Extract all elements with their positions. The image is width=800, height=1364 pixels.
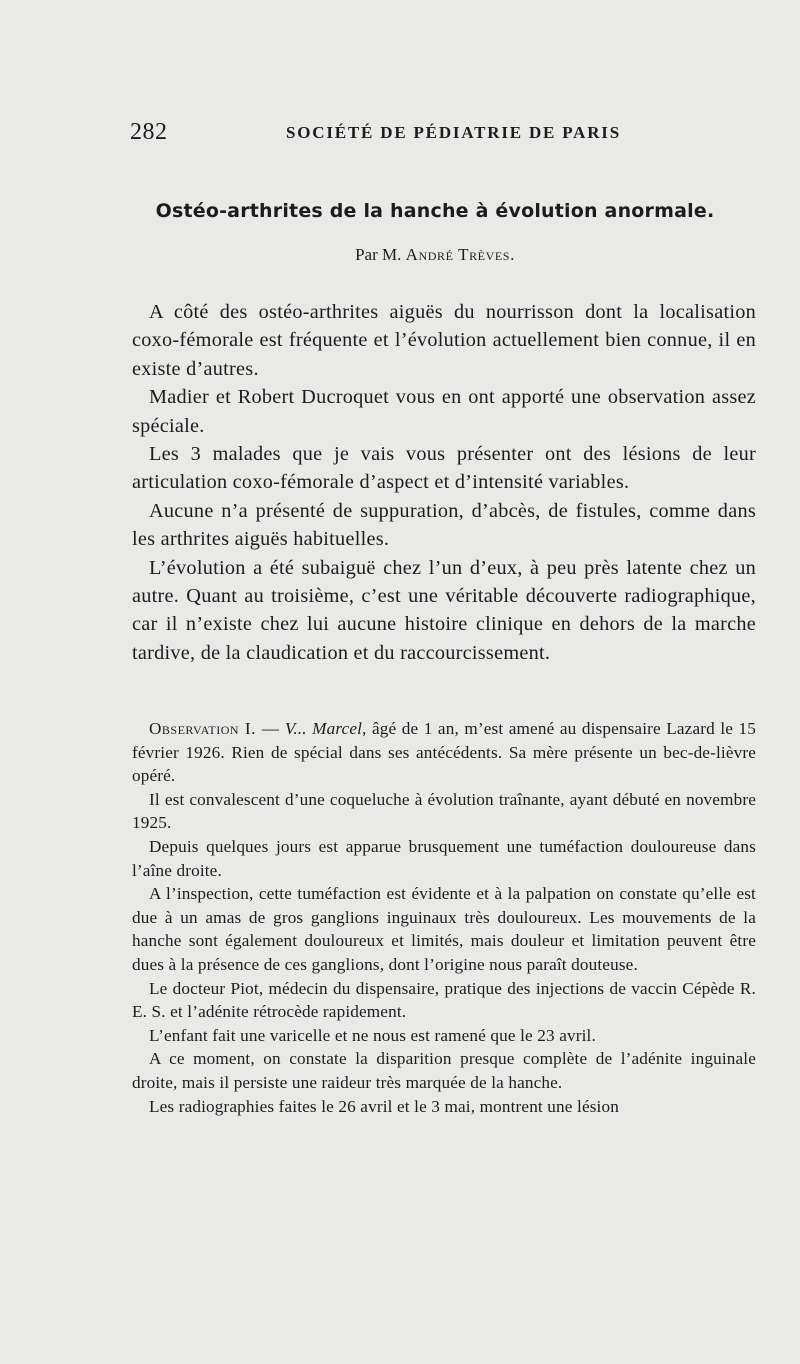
observation-paragraph: L’enfant fait une varicelle et ne nous est ramené que le 23 avril. — [149, 1025, 596, 1045]
author-name: André Trèves. — [405, 245, 515, 264]
observation-paragraph: Depuis quelques jours est apparue brusquement une tuméfaction douloureuse dans l’aîne droite. — [132, 836, 756, 880]
page-number: 282 — [130, 119, 168, 145]
article-body — [132, 298, 756, 667]
body-paragraph: L’évolution a été subaiguë chez l’un d’eux, à peu près latente chez un autre. Quant au troisième, c’est une véritable découverte radiographique, car il n’existe chez lui aucune histoire clinique en dehors de la marche tardive, de la claudication et du raccourcissement. — [132, 556, 756, 664]
running-head — [130, 119, 750, 145]
observation-paragraph: Le docteur Piot, médecin du dispensaire, pratique des injections de vaccin Cépède R. E. S. et l’adénite rétrocède rapidement. — [132, 978, 756, 1022]
article-title: Ostéo-arthrites de la hanche à évolution anormale. — [155, 200, 715, 222]
observation-intro — [132, 717, 756, 788]
body-paragraph: A côté des ostéo-arthrites aiguës du nourrisson dont la localisation coxo-fémorale est fréquente et l’évolution actuellement bien connue, il en existe d’autres. — [132, 301, 756, 380]
observation-paragraph: A l’inspection, cette tuméfaction est évidente et à la palpation on constate qu’elle est due à un amas de gros ganglions inguinaux très douloureux. Les mouvements de la hanche sont également douloureux et limités, mais douleur et limitation peuvent être dues à la présence de ces ganglions, dont l’origine nous paraît douteuse. — [132, 884, 756, 974]
observation-intro-text: âgé de 1 an, m’est amené au dispensaire Lazard le 15 février 1926. Rien de spécial dans ses antécédents. Sa mère présente un bec-de-lièvre opéré. — [132, 719, 756, 786]
byline-prefix: Par M. — [355, 245, 402, 264]
observation-paragraph: A ce moment, on constate la disparition presque complète de l’adénite inguinale droite, mais il persiste une raideur très marquée de la hanche. — [132, 1049, 756, 1092]
observation-section — [132, 717, 756, 1118]
body-paragraph: Les 3 malades que je vais vous présenter ont des lésions de leur articulation coxo-fémorale d’aspect et d’intensité variables. — [132, 443, 756, 494]
byline — [130, 245, 740, 265]
observation-paragraph: Il est convalescent d’une coqueluche à évolution traînante, ayant débuté en novembre 1925. — [132, 789, 756, 833]
patient-name: V... Marcel, — [284, 719, 367, 738]
body-paragraph: Madier et Robert Ducroquet vous en ont apporté une observation assez spéciale. — [132, 386, 756, 437]
observation-paragraph: Les radiographies faites le 26 avril et le 3 mai, montrent une lésion — [149, 1096, 619, 1116]
journal-title: SOCIÉTÉ DE PÉDIATRIE DE PARIS — [286, 123, 621, 142]
body-paragraph: Aucune n’a présenté de suppuration, d’abcès, de fistules, comme dans les arthrites aiguës habituelles. — [132, 499, 756, 551]
observation-heading: Observation I. — — [149, 719, 280, 738]
